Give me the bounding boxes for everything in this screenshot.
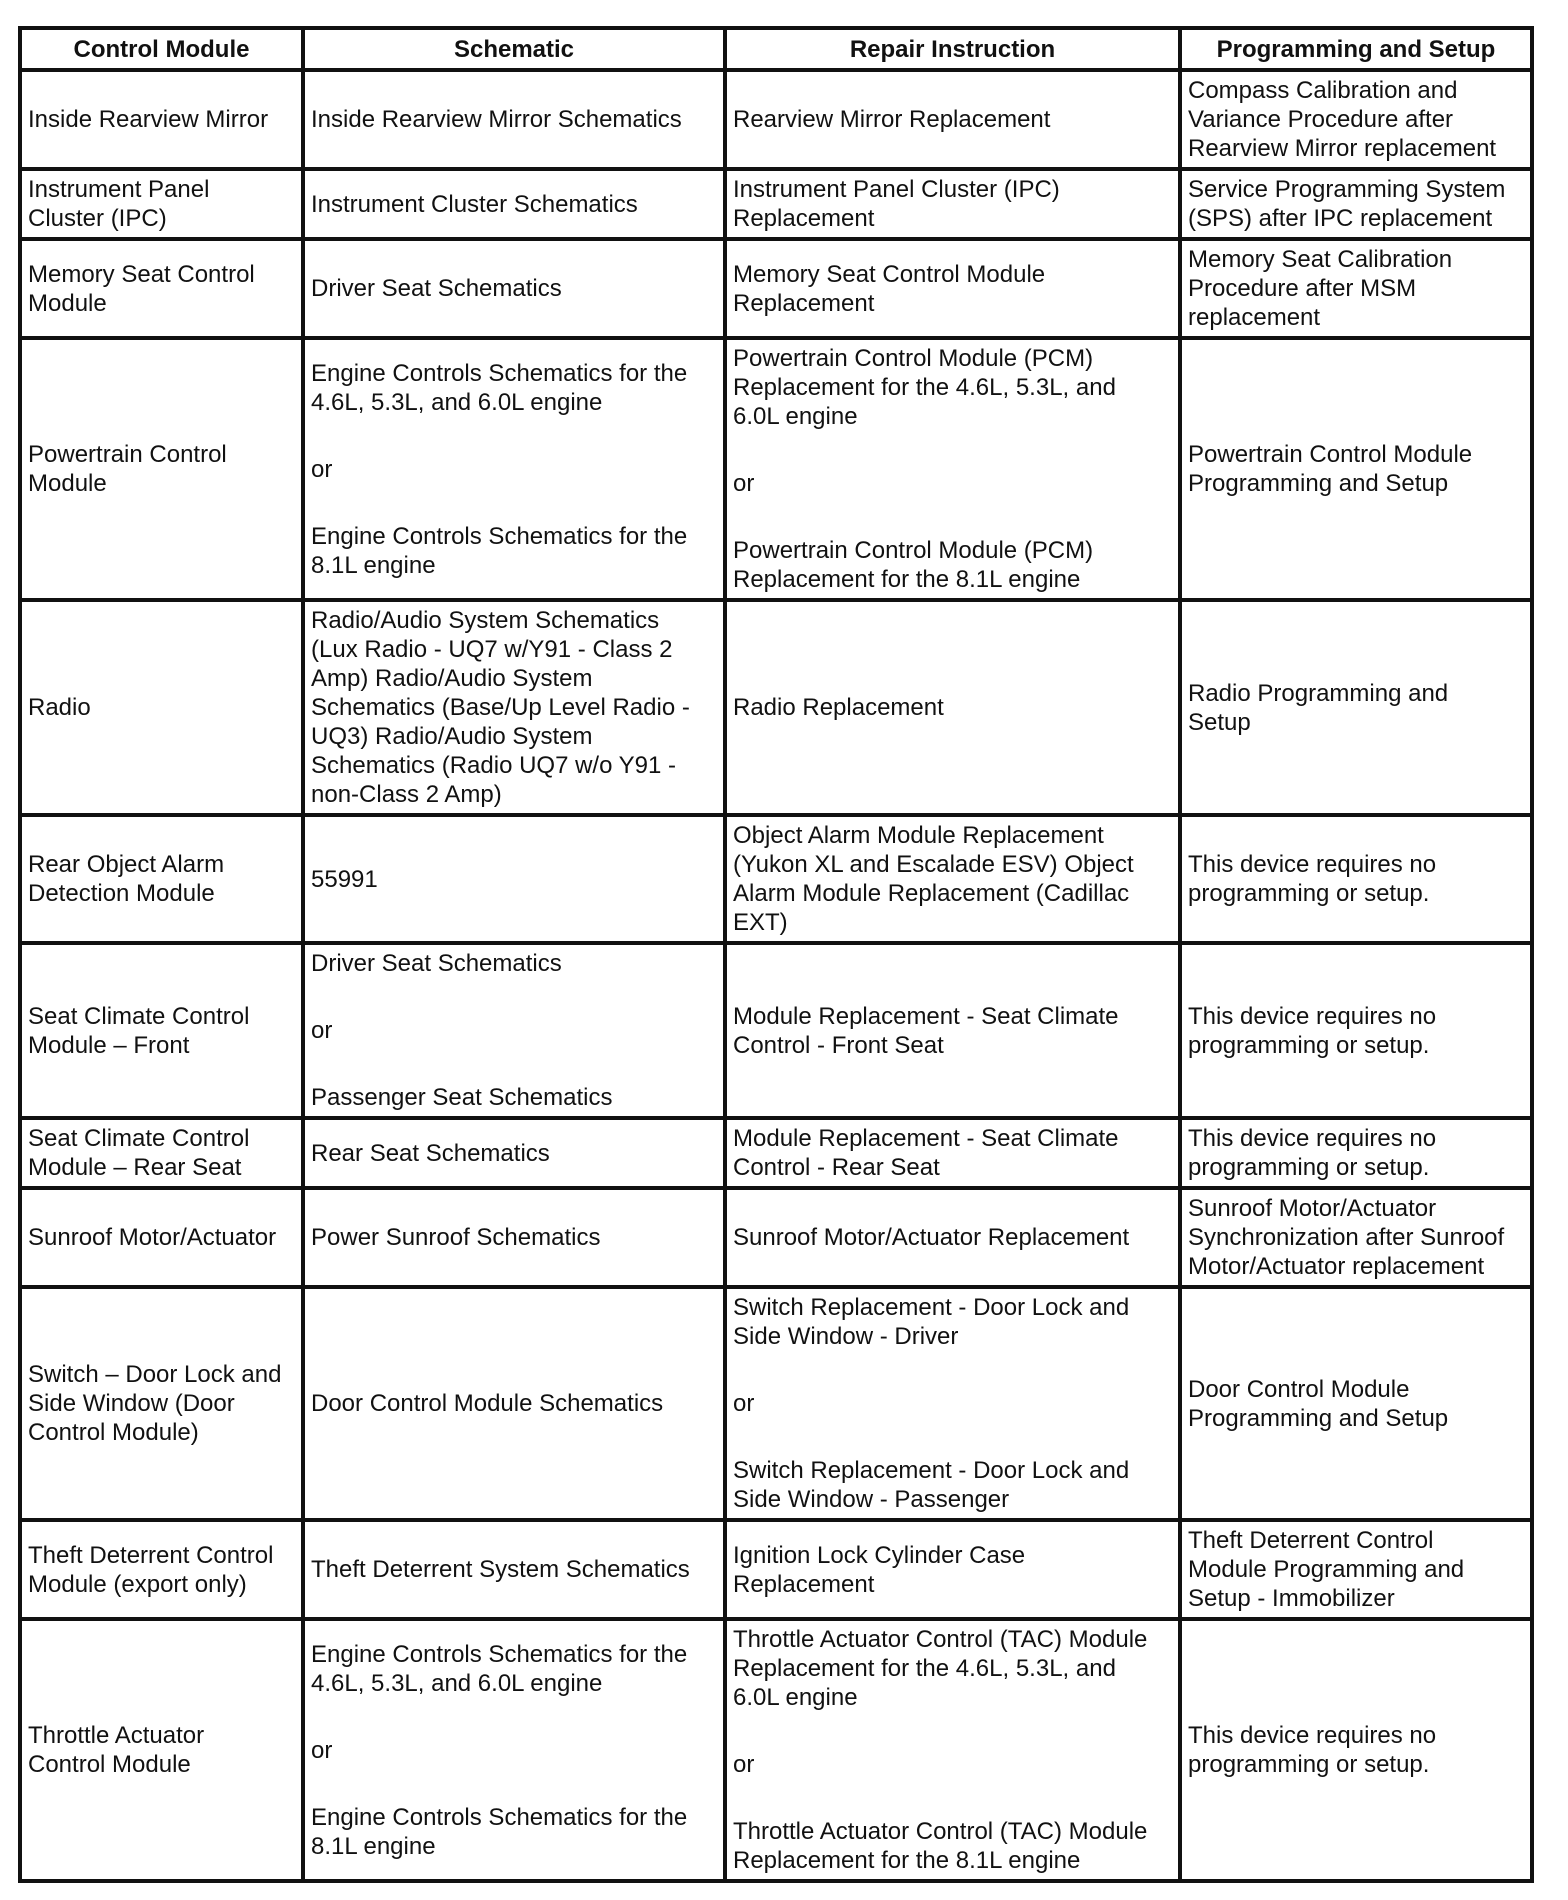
cell-schematic [303, 943, 725, 1118]
cell-text-line: Module [28, 289, 107, 317]
cell-text-line: (Yukon XL and Escalade ESV) Object [733, 851, 1134, 878]
cell-text-line: (SPS) after IPC replacement [1188, 205, 1493, 232]
cell-text-line: Door Control Module Schematics [311, 1390, 664, 1417]
cell-text-line: Programming and Setup [1188, 470, 1449, 497]
cell-schematic [303, 70, 725, 169]
line-spacer [311, 1698, 717, 1736]
cell-schematic [303, 1287, 725, 1520]
cell-programming-setup [1180, 1118, 1532, 1188]
cell-text-line: Setup - Immobilizer [1188, 1585, 1395, 1612]
cell-text-line: or [733, 1751, 755, 1778]
cell-text-line: Rearview Mirror Replacement [733, 106, 1051, 133]
cell-repair-instruction [725, 169, 1180, 239]
cell-text-line: Amp) Radio/Audio System [311, 665, 593, 692]
cell-text-line: UQ3) Radio/Audio System [311, 723, 593, 750]
cell-text-line: Rear Seat Schematics [311, 1139, 550, 1167]
cell-text-line: Memory Seat Calibration [1188, 246, 1453, 273]
line-spacer [733, 1418, 1172, 1456]
cell-text-line: Driver Seat Schematics [311, 950, 562, 977]
header-schematic: Schematic [303, 28, 725, 70]
cell-control-module [20, 943, 303, 1118]
cell-text-line: Inside Rearview Mirror [28, 106, 269, 133]
cell-text-line: Throttle Actuator [28, 1722, 205, 1749]
cell-text-line: Setup [1188, 708, 1251, 736]
cell-text-line: Control - Rear Seat [733, 1154, 940, 1181]
cell-text-line: Theft Deterrent Control [28, 1541, 274, 1569]
cell-text-line: Control Module [28, 1751, 191, 1778]
cell-text-line: Power Sunroof Schematics [311, 1224, 601, 1251]
table-row [20, 600, 1532, 815]
cell-programming-setup [1180, 1619, 1532, 1881]
cell-text-line: Rearview Mirror replacement [1188, 135, 1497, 162]
cell-text-line: 8.1L engine [311, 1832, 436, 1860]
cell-programming-setup [1180, 169, 1532, 239]
cell-text-line: Programming and Setup [1188, 1404, 1449, 1432]
cell-text-line: Instrument Cluster Schematics [311, 190, 638, 218]
cell-text-line: Throttle Actuator Control (TAC) Module [733, 1626, 1148, 1653]
cell-text-line: Passenger Seat Schematics [311, 1084, 613, 1111]
cell-text-line: non-Class 2 Amp) [311, 781, 502, 808]
cell-text-line: 6.0L engine [733, 403, 858, 430]
line-spacer [311, 417, 717, 455]
line-spacer [311, 978, 717, 1016]
cell-control-module [20, 815, 303, 943]
cell-text-line: 8.1L engine [311, 551, 436, 579]
cell-text-line: programming or setup. [1188, 880, 1430, 907]
cell-text-line: Powertrain Control Module [1188, 441, 1473, 468]
cell-control-module [20, 70, 303, 169]
cell-control-module [20, 1118, 303, 1188]
cell-text-line: Switch – Door Lock and [28, 1361, 282, 1388]
cell-text-line: Alarm Module Replacement (Cadillac [733, 880, 1130, 907]
cell-repair-instruction [725, 1619, 1180, 1881]
cell-control-module [20, 1188, 303, 1287]
cell-text-line: Radio Programming and [1188, 679, 1449, 707]
line-spacer [733, 1712, 1172, 1750]
cell-text-line: Synchronization after Sunroof [1188, 1224, 1505, 1251]
header-control-module: Control Module [20, 28, 303, 70]
cell-programming-setup [1180, 338, 1532, 600]
cell-programming-setup [1180, 239, 1532, 338]
table-row [20, 169, 1532, 239]
cell-text-line: Control Module) [28, 1419, 199, 1446]
cell-text-line: (Lux Radio - UQ7 w/Y91 - Class 2 [311, 636, 673, 663]
header-repair-instruction: Repair Instruction [725, 28, 1180, 70]
line-spacer [733, 498, 1172, 536]
cell-text-line: This device requires no [1188, 1125, 1437, 1152]
cell-text-line: Motor/Actuator replacement [1188, 1253, 1485, 1280]
line-spacer [311, 1045, 717, 1083]
cell-text-line: or [311, 1017, 333, 1044]
table-row [20, 1118, 1532, 1188]
cell-repair-instruction [725, 1287, 1180, 1520]
cell-repair-instruction [725, 1118, 1180, 1188]
cell-repair-instruction [725, 1188, 1180, 1287]
cell-schematic [303, 1188, 725, 1287]
cell-text-line: Sunroof Motor/Actuator Replacement [733, 1224, 1130, 1251]
cell-text-line: Powertrain Control Module (PCM) [733, 537, 1094, 564]
cell-text-line: Powertrain Control Module (PCM) [733, 345, 1094, 372]
cell-text-line: programming or setup. [1188, 1751, 1430, 1778]
cell-text-line: Side Window - Driver [733, 1323, 959, 1350]
cell-repair-instruction [725, 1520, 1180, 1619]
cell-control-module [20, 338, 303, 600]
cell-programming-setup [1180, 1520, 1532, 1619]
cell-text-line: Driver Seat Schematics [311, 275, 562, 302]
cell-schematic [303, 169, 725, 239]
table-row [20, 1188, 1532, 1287]
control-module-table [18, 26, 1534, 1883]
cell-text-line: Sunroof Motor/Actuator [1188, 1195, 1437, 1222]
cell-text-line: Theft Deterrent Control [1188, 1527, 1434, 1554]
cell-text-line: This device requires no [1188, 1722, 1437, 1749]
cell-text-line: Radio Replacement [733, 694, 944, 721]
cell-text-line: Switch Replacement - Door Lock and [733, 1457, 1130, 1484]
cell-text-line: Inside Rearview Mirror Schematics [311, 106, 682, 133]
line-spacer [311, 1765, 717, 1803]
cell-control-module [20, 169, 303, 239]
cell-text-line: Variance Procedure after [1188, 106, 1454, 133]
cell-text-line: Sunroof Motor/Actuator [28, 1224, 277, 1251]
table-body [20, 70, 1532, 1881]
cell-programming-setup [1180, 600, 1532, 815]
cell-schematic [303, 1619, 725, 1881]
cell-text-line: or [311, 455, 333, 483]
cell-text-line: Door Control Module [1188, 1375, 1410, 1403]
cell-repair-instruction [725, 70, 1180, 169]
cell-repair-instruction [725, 338, 1180, 600]
cell-text-line: Schematics (Base/Up Level Radio - [311, 694, 690, 721]
line-spacer [733, 431, 1172, 469]
cell-text-line: or [311, 1736, 333, 1764]
cell-programming-setup [1180, 1188, 1532, 1287]
cell-schematic [303, 338, 725, 600]
cell-text-line: Theft Deterrent System Schematics [311, 1556, 690, 1583]
cell-text-line: This device requires no [1188, 851, 1437, 878]
cell-text-line: Replacement for the 4.6L, 5.3L, and [733, 1655, 1116, 1682]
cell-repair-instruction [725, 815, 1180, 943]
cell-text-line: Replacement for the 4.6L, 5.3L, and [733, 374, 1116, 401]
cell-programming-setup [1180, 943, 1532, 1118]
cell-text-line: Cluster (IPC) [28, 205, 167, 232]
cell-programming-setup [1180, 815, 1532, 943]
cell-schematic [303, 1118, 725, 1188]
header-row [20, 28, 1532, 70]
cell-text-line: Throttle Actuator Control (TAC) Module [733, 1818, 1148, 1845]
cell-repair-instruction [725, 239, 1180, 338]
cell-text-line: Module Replacement - Seat Climate [733, 1002, 1119, 1030]
cell-text-line: Seat Climate Control [28, 1002, 250, 1030]
cell-text-line: Instrument Panel Cluster (IPC) [733, 176, 1060, 203]
table-row [20, 1287, 1532, 1520]
cell-text-line: Engine Controls Schematics for the [311, 1640, 688, 1668]
cell-text-line: Schematics (Radio UQ7 w/o Y91 - [311, 752, 677, 779]
table-row [20, 70, 1532, 169]
cell-text-line: Procedure after MSM [1188, 275, 1417, 302]
cell-repair-instruction [725, 943, 1180, 1118]
cell-text-line: programming or setup. [1188, 1154, 1430, 1181]
cell-text-line: Powertrain Control [28, 441, 227, 468]
cell-text-line: Replacement [733, 289, 875, 317]
cell-text-line: 6.0L engine [733, 1684, 858, 1711]
cell-programming-setup [1180, 1287, 1532, 1520]
cell-text-line: 55991 [311, 865, 378, 893]
cell-text-line: Switch Replacement - Door Lock and [733, 1294, 1130, 1321]
cell-text-line: or [733, 1390, 755, 1417]
cell-text-line: Replacement [733, 1570, 875, 1598]
cell-text-line: Instrument Panel [28, 176, 210, 203]
table-row [20, 1520, 1532, 1619]
cell-control-module [20, 239, 303, 338]
cell-schematic [303, 239, 725, 338]
cell-text-line: Ignition Lock Cylinder Case [733, 1541, 1026, 1569]
cell-text-line: Service Programming System [1188, 176, 1506, 203]
line-spacer [311, 484, 717, 522]
cell-text-line: Radio/Audio System Schematics [311, 607, 660, 634]
cell-control-module [20, 1287, 303, 1520]
cell-repair-instruction [725, 600, 1180, 815]
cell-text-line: Side Window (Door [28, 1390, 235, 1417]
cell-text-line: Replacement for the 8.1L engine [733, 1847, 1081, 1874]
line-spacer [733, 1351, 1172, 1389]
cell-control-module [20, 600, 303, 815]
cell-text-line: Seat Climate Control [28, 1125, 250, 1152]
cell-text-line: Memory Seat Control [28, 260, 255, 288]
cell-text-line: Replacement for the 8.1L engine [733, 566, 1081, 593]
cell-text-line: Side Window - Passenger [733, 1486, 1010, 1513]
cell-text-line: Replacement [733, 205, 875, 232]
cell-text-line: Engine Controls Schematics for the [311, 359, 688, 387]
cell-text-line: Engine Controls Schematics for the [311, 1803, 688, 1831]
cell-text-line: This device requires no [1188, 1002, 1437, 1030]
cell-text-line: Module Programming and [1188, 1556, 1465, 1583]
cell-text-line: Control - Front Seat [733, 1031, 944, 1059]
cell-text-line: Compass Calibration and [1188, 77, 1458, 104]
header-programming-setup: Programming and Setup [1180, 28, 1532, 70]
table-row [20, 338, 1532, 600]
cell-text-line: Module [28, 470, 107, 497]
cell-text-line: or [733, 470, 755, 497]
cell-schematic [303, 600, 725, 815]
cell-text-line: Radio [28, 694, 91, 721]
table-row [20, 239, 1532, 338]
cell-text-line: Module – Rear Seat [28, 1154, 242, 1181]
cell-control-module [20, 1520, 303, 1619]
cell-control-module [20, 1619, 303, 1881]
cell-text-line: Object Alarm Module Replacement [733, 822, 1104, 849]
cell-text-line: Detection Module [28, 880, 215, 907]
table-row [20, 1619, 1532, 1881]
cell-text-line: 4.6L, 5.3L, and 6.0L engine [311, 1669, 603, 1697]
cell-schematic [303, 815, 725, 943]
cell-text-line: 4.6L, 5.3L, and 6.0L engine [311, 388, 603, 416]
cell-schematic [303, 1520, 725, 1619]
cell-text-line: programming or setup. [1188, 1031, 1430, 1059]
cell-text-line: Module (export only) [28, 1570, 247, 1598]
cell-programming-setup [1180, 70, 1532, 169]
cell-text-line: Module Replacement - Seat Climate [733, 1125, 1119, 1152]
line-spacer [733, 1779, 1172, 1817]
cell-text-line: Module – Front [28, 1031, 190, 1059]
cell-text-line: EXT) [733, 909, 788, 936]
cell-text-line: Rear Object Alarm [28, 851, 225, 878]
cell-text-line: Engine Controls Schematics for the [311, 522, 688, 550]
table-row [20, 815, 1532, 943]
table-row [20, 943, 1532, 1118]
cell-text-line: Memory Seat Control Module [733, 260, 1046, 288]
cell-text-line: replacement [1188, 304, 1321, 331]
